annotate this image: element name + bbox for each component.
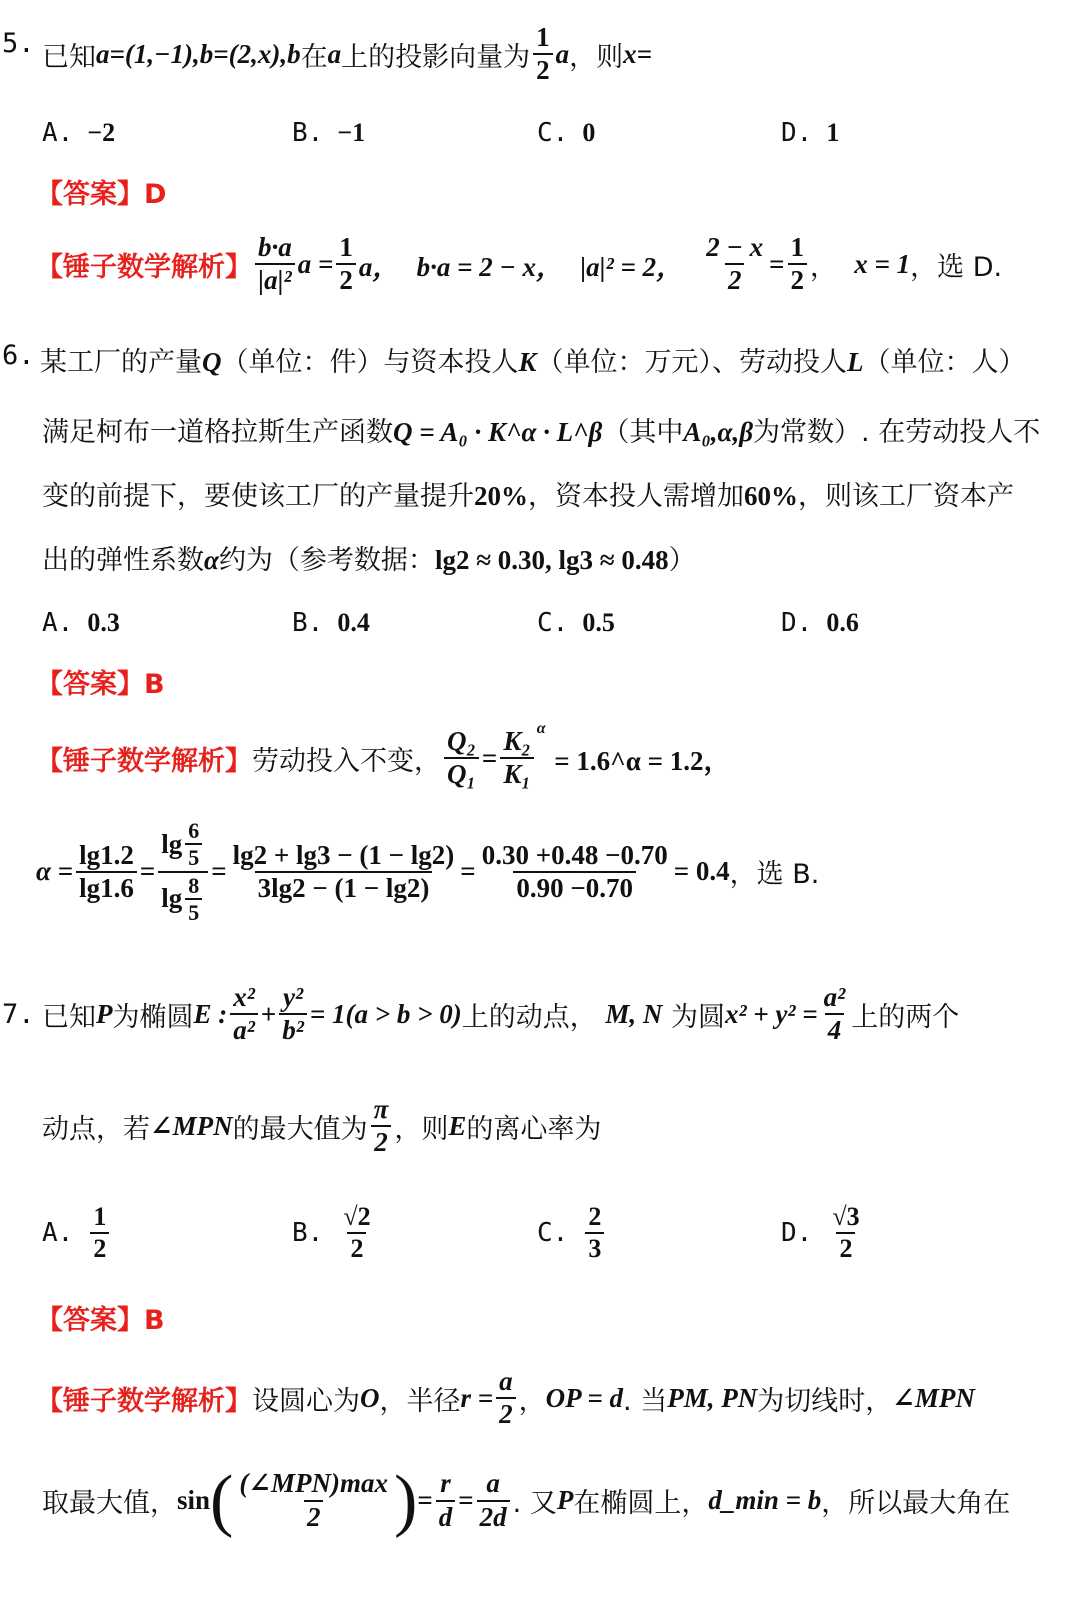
q5-expr: ，选 D.: [910, 251, 1003, 283]
q7-frac-x2a2: $\frac{\text{x²}}{\text{a²}}$: [230, 982, 258, 1046]
q6-line-3: 变的前提下，要使该工厂的产量提升20%，资本投人需增加60%，则该工厂资本产: [42, 481, 1014, 512]
q7-line-2: 动点，若 ∠MPN 的最大值为 $\frac{\pi}{2}$ ，则 E 的离心率为: [42, 1094, 602, 1158]
q7-analysis-1: 【锤子数学解析】 设圆心为 O ，半径 r = $\frac{a}{2}$ ， OP = d . 当 PM, PN 为切线时， ∠MPN: [36, 1366, 975, 1430]
q7-option-b[interactable]: B. $\frac{√2}{2}$: [292, 1202, 371, 1263]
q5-option-c[interactable]: C. 0: [537, 118, 596, 148]
q6-frac-k: $\frac{\text{K₂}}{\text{K₁}}$: [500, 726, 533, 790]
q5-frac-2x: $\frac{2 - x}{2}$: [706, 232, 764, 296]
analysis-tag: 【锤子数学解析】: [36, 745, 252, 777]
q5-expr: ，: [810, 251, 838, 283]
q5-text: 上的投影向量为: [341, 41, 531, 73]
q6-frac-lg12: $\frac{\lg 1.2}{\lg 1.6}$: [76, 840, 137, 904]
q5-expr: a =: [297, 248, 334, 279]
q5-expr: x = 1: [854, 248, 911, 279]
q7-frac-pi2: $\frac{\pi}{2}$: [371, 1094, 392, 1158]
q5-expr: b·a = 2 − x，: [416, 251, 564, 282]
q7-answer: 【答案】B: [36, 1305, 165, 1336]
q6-analysis-1: 【锤子数学解析】 劳动投入不变， $\frac{\text{Q₂}}{\text{Q₁}}$ = $\frac{\text{K₂}}{\text{K₁}}$ α = 1.6^α = 1.2，: [36, 720, 731, 790]
q7-frac-a2: $\frac{a}{2}$: [496, 1366, 516, 1430]
q5-expr: a，: [358, 251, 400, 282]
q5-option-a[interactable]: A. −2: [42, 118, 116, 148]
q5-var: a: [555, 38, 570, 69]
q7-frac-a2d: $\frac{a}{2d}$: [477, 1468, 510, 1532]
q7-option-c[interactable]: C. $\frac{2}{3}$: [537, 1202, 607, 1264]
q5-vectors: a=(1,−1),b=(2,x),b: [96, 38, 301, 69]
q6-analysis-text: 劳动投入不变，: [252, 745, 441, 777]
q5-text: ，则: [569, 41, 624, 73]
q5-var: a: [327, 38, 342, 69]
q5-frac-half: $\frac{1}{2}$: [336, 232, 356, 296]
q6-analysis-2: α = $\frac{\lg 1.2}{\lg 1.6}$ = lg $\frac{6}{5}$ lg $\frac{8}{5}$ = $\frac{\lg 2 + \lg 3 - (1 - \lg 2)}{3\lg 2 - (1 - \lg 2)}$ = $\frac{0.30 +0.48 -0.70}{0.90 -0.70}$ = 0.4 ，选 B.: [36, 818, 820, 925]
q6-option-a[interactable]: A. 0.3: [42, 608, 120, 638]
q7-analysis-2: 取最大值， sin ( $\frac{\text{(∠MPN)max}}{2}$ ) = $\frac{r}{d}$ = $\frac{a}{2d}$ . 又 P 在椭圆上， d_min = b ，所以最大角在: [42, 1461, 1011, 1539]
q7-frac-a2-4: $\frac{\text{a²}}{4}$: [823, 982, 846, 1046]
q7-line-1: 7. 已知 P 为椭圆 E : $\frac{\text{x²}}{\text{a²}}$ + $\frac{\text{y²}}{\text{b²}}$ = 1(a > b > 0) 上的动点， M, N 为圆 x² + y² = $\frac{\text{a²}}{4}$ 上的两个: [2, 982, 960, 1046]
q5-number: 5.: [2, 28, 35, 59]
q5-expr: =: [769, 248, 785, 279]
q5-frac-ba: $\frac{b\cdot a}{\text{|a|²}}$: [255, 232, 295, 296]
q5-text: 在: [300, 41, 328, 73]
q6-line-4: 出的弹性系数α约为（参考数据：lg2 ≈ 0.30, lg3 ≈ 0.48）: [42, 545, 696, 576]
q5-fraction: $\frac{1}{2}$: [533, 22, 553, 86]
q6-frac-numeric: $\frac{0.30 +0.48 -0.70}{0.90 -0.70}$: [481, 839, 668, 903]
analysis-tag: 【锤子数学解析】: [36, 251, 252, 283]
q6-frac-q: $\frac{\text{Q₂}}{\text{Q₁}}$: [444, 726, 479, 790]
q6-frac-lg65-lg85: lg $\frac{6}{5}$ lg $\frac{8}{5}$: [158, 818, 208, 925]
q5-option-b[interactable]: B. −1: [292, 118, 366, 148]
analysis-tag: 【锤子数学解析】: [36, 1385, 252, 1417]
q7-frac-rd: $\frac{r}{d}$: [436, 1468, 456, 1532]
q5-expr: |a|² = 2，: [580, 251, 684, 282]
q6-line-2: 满足柯布一道格拉斯生产函数Q = A₀ · K^α · L^β（其中A₀,α,β为常数）. 在劳动投人不: [42, 417, 1041, 448]
q7-number: 7.: [2, 998, 35, 1030]
q6-number: 6.: [2, 340, 35, 371]
q6-frac-lg-expand: $\frac{\lg 2 + \lg 3 - (1 - \lg 2)}{3\lg 2 - (1 - \lg 2)}$: [232, 839, 455, 903]
q5-answer: 【答案】D: [36, 179, 167, 210]
q6-answer: 【答案】B: [36, 669, 165, 700]
q5-frac-half2: $\frac{1}{2}$: [788, 232, 808, 296]
q5-analysis: [36, 232, 1080, 296]
q5-var: x=: [623, 38, 652, 69]
q6-option-c[interactable]: C. 0.5: [537, 608, 615, 638]
q5-option-d[interactable]: D. 1: [781, 118, 840, 148]
q7-frac-angle: $\frac{\text{(∠MPN)max}}{2}$: [239, 1468, 389, 1532]
q6-option-d[interactable]: D. 0.6: [781, 608, 859, 638]
q6-option-b[interactable]: B. 0.4: [292, 608, 370, 638]
q7-option-a[interactable]: A. $\frac{1}{2}$: [42, 1202, 112, 1264]
q7-frac-y2b2: $\frac{\text{y²}}{\text{b²}}$: [279, 982, 307, 1046]
q7-option-d[interactable]: D. $\frac{√3}{2}$: [781, 1202, 860, 1263]
q5-text: 已知: [42, 41, 96, 73]
